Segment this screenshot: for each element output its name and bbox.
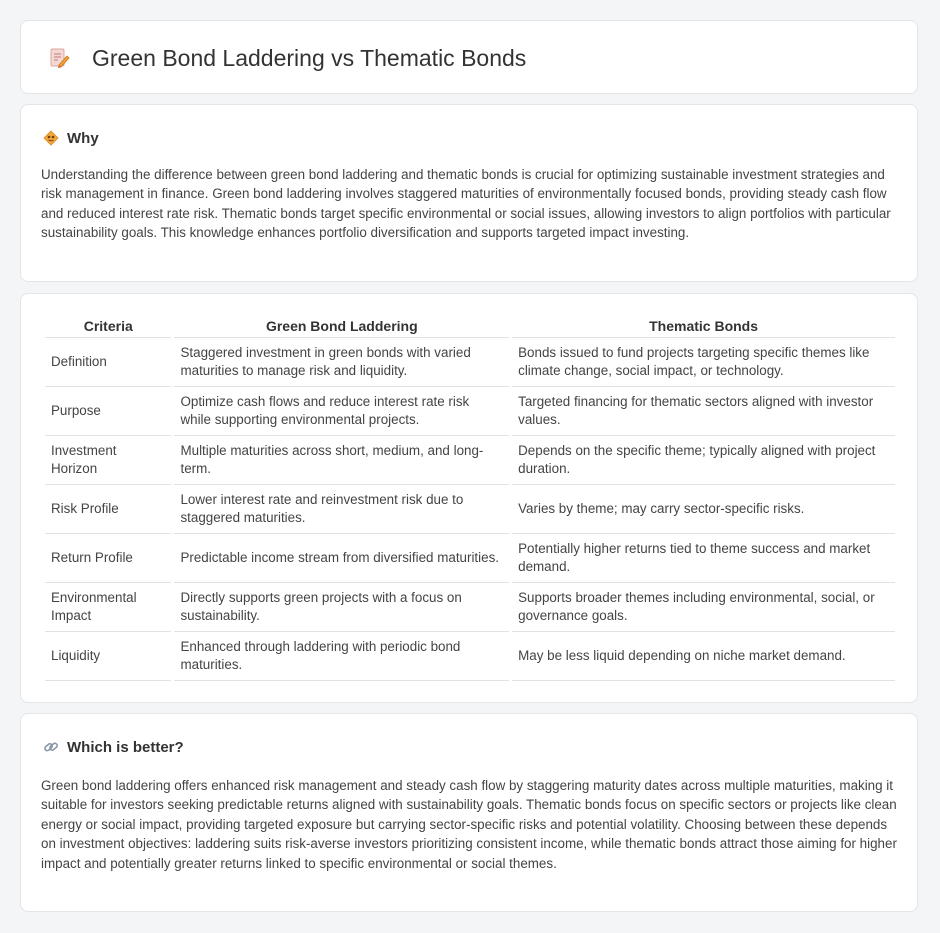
header-green-bond-laddering: Green Bond Laddering <box>174 316 509 338</box>
laddering-cell: Optimize cash flows and reduce interest rate risk while supporting environmental projects. <box>174 387 509 436</box>
table-row <box>45 632 895 681</box>
document-pencil-icon <box>48 47 70 69</box>
thematic-cell: Varies by theme; may carry sector-specific risks. <box>512 485 895 534</box>
better-text: Green bond laddering offers enhanced risk management and steady cash flow by staggering maturity dates across multiple maturities, making it suitable for investors seeking predictable returns aligned with sustainability goals. Thematic bonds focus on specific sectors or projects like clean energy or social impact, providing targeted exposure but carrying sector-specific risks and potential volatility. Choosing between these depends on investment objectives: laddering suits risk-averse investors prioritizing consistent income, while thematic bonds attract those aiming for higher impact and potentially greater returns linked to specific environmental or social themes. <box>41 778 897 871</box>
thematic-cell: May be less liquid depending on niche market demand. <box>512 632 895 681</box>
criteria-cell: Purpose <box>45 387 171 436</box>
table-header-row <box>45 316 895 338</box>
why-text: Understanding the difference between green bond laddering and thematic bonds is crucial for optimizing sustainable investment strategies and risk management in finance. Green bond laddering involves staggered maturities of environmentally focused bonds, providing steady cash flow and reduced interest rate risk. Thematic bonds target specific environmental or social issues, allowing investors to align portfolios with particular sustainability goals. This knowledge enhances portfolio diversification and supports targeted impact investing. <box>41 167 891 241</box>
laddering-cell: Directly supports green projects with a focus on sustainability. <box>174 583 509 632</box>
criteria-cell: Definition <box>45 338 171 387</box>
table-row <box>45 583 895 632</box>
laddering-cell: Multiple maturities across short, medium, and long-term. <box>174 436 509 485</box>
criteria-cell: Liquidity <box>45 632 171 681</box>
header-thematic-bonds: Thematic Bonds <box>512 316 895 338</box>
why-section <box>20 104 918 282</box>
laddering-cell: Staggered investment in green bonds with varied maturities to manage risk and liquidity. <box>174 338 509 387</box>
thematic-cell: Potentially higher returns tied to theme success and market demand. <box>512 534 895 583</box>
table-row <box>45 485 895 534</box>
laddering-cell: Lower interest rate and reinvestment risk due to staggered maturities. <box>174 485 509 534</box>
table-row <box>45 387 895 436</box>
page-title: Green Bond Laddering vs Thematic Bonds <box>92 45 527 71</box>
which-is-better-section <box>20 713 918 912</box>
thematic-cell: Targeted financing for thematic sectors aligned with investor values. <box>512 387 895 436</box>
criteria-cell: Risk Profile <box>45 485 171 534</box>
thematic-cell: Depends on the specific theme; typically aligned with project duration. <box>512 436 895 485</box>
link-icon <box>43 739 59 755</box>
thematic-cell: Bonds issued to fund projects targeting specific themes like climate change, social impact, or technology. <box>512 338 895 387</box>
header-card <box>20 20 918 94</box>
laddering-cell: Predictable income stream from diversified maturities. <box>174 534 509 583</box>
comparison-table <box>42 316 898 681</box>
table-row <box>45 534 895 583</box>
header-criteria: Criteria <box>45 316 171 338</box>
criteria-cell: Environmental Impact <box>45 583 171 632</box>
table-row <box>45 338 895 387</box>
better-heading-label: Which is better? <box>67 738 184 756</box>
why-heading <box>43 127 99 149</box>
comparison-table-card <box>20 293 918 703</box>
thematic-cell: Supports broader themes including environmental, social, or governance goals. <box>512 583 895 632</box>
why-heading-label: Why <box>67 129 99 147</box>
criteria-cell: Return Profile <box>45 534 171 583</box>
criteria-cell: Investment Horizon <box>45 436 171 485</box>
diamond-sign-icon <box>43 130 59 146</box>
better-heading <box>43 736 184 758</box>
table-row <box>45 436 895 485</box>
laddering-cell: Enhanced through laddering with periodic bond maturities. <box>174 632 509 681</box>
